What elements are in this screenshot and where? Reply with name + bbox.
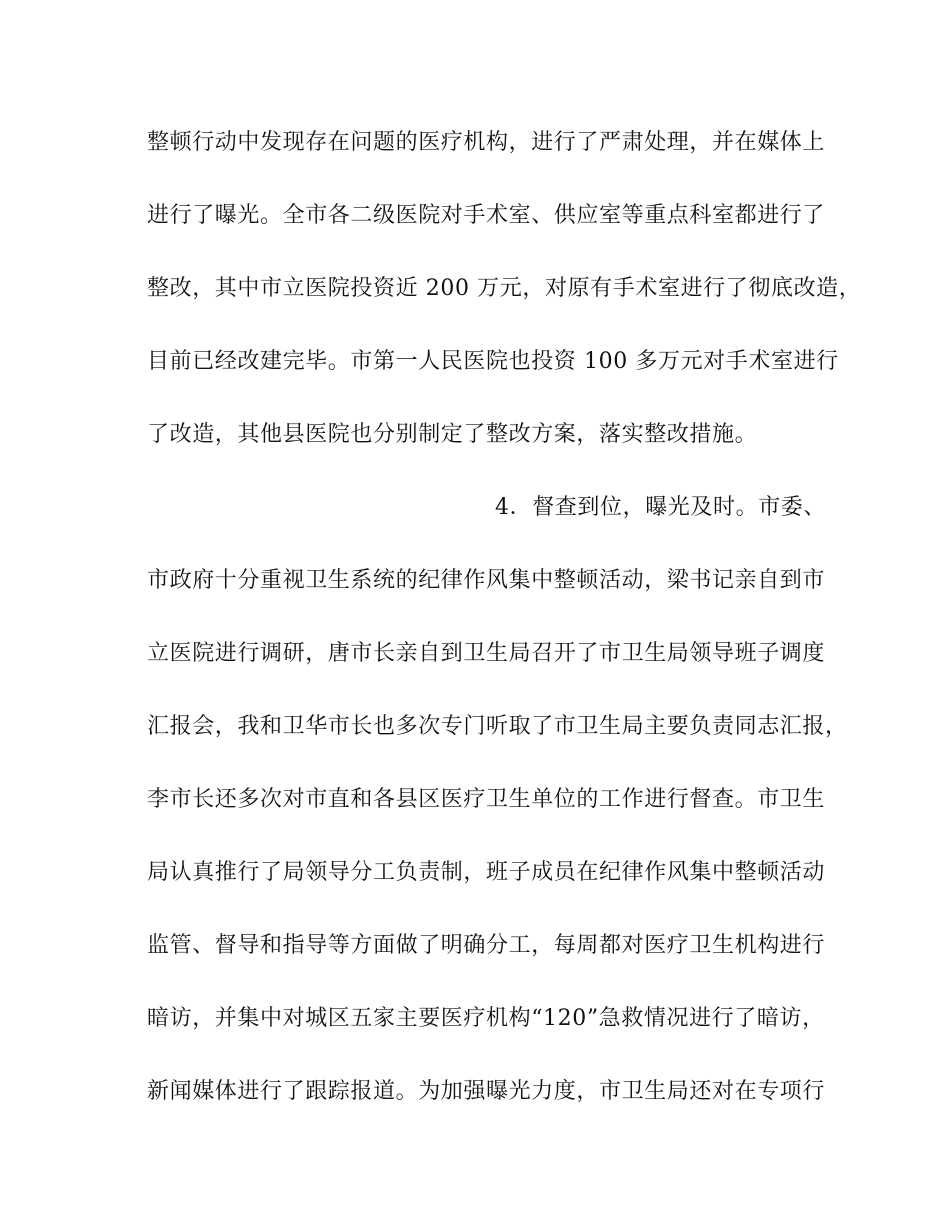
body-text-line: 暗访，并集中对城区五家主要医疗机构“120”急救情况进行了暗访，: [147, 1006, 825, 1031]
body-text-line: 整改，其中市立医院投资近 200 万元，对原有手术室进行了彻底改造，: [147, 276, 862, 301]
body-text-line: 整顿行动中发现存在问题的医疗机构，进行了严肃处理，并在媒体上: [147, 130, 826, 155]
body-text-line: 进行了曝光。全市各二级医院对手术室、供应室等重点科室都进行了: [147, 203, 826, 228]
body-text-line: 李市长还多次对市直和各县区医疗卫生单位的工作进行督查。市卫生: [147, 787, 826, 812]
body-text-line: 了改造，其他县医院也分别制定了整改方案，落实整改措施。: [147, 422, 758, 447]
body-text-line: 汇报会，我和卫华市长也多次专门听取了市卫生局主要负责同志汇报，: [147, 714, 848, 739]
body-text-line: 局认真推行了局领导分工负责制，班子成员在纪律作风集中整顿活动: [147, 860, 826, 885]
body-text-line: 监管、督导和指导等方面做了明确分工，每周都对医疗卫生机构进行: [147, 933, 826, 958]
body-text-line: 新闻媒体进行了跟踪报道。为加强曝光力度，市卫生局还对在专项行: [147, 1079, 826, 1104]
body-text-line: 目前已经改建完毕。市第一人民医院也投资 100 多万元对手术室进行: [147, 349, 839, 374]
body-text-line: 市政府十分重视卫生系统的纪律作风集中整顿活动，梁书记亲自到市: [147, 568, 826, 593]
body-text-line: 立医院进行调研，唐市长亲自到卫生局召开了市卫生局领导班子调度: [147, 641, 826, 666]
section-heading-line: 4．督查到位，曝光及时。市委、: [495, 495, 826, 520]
